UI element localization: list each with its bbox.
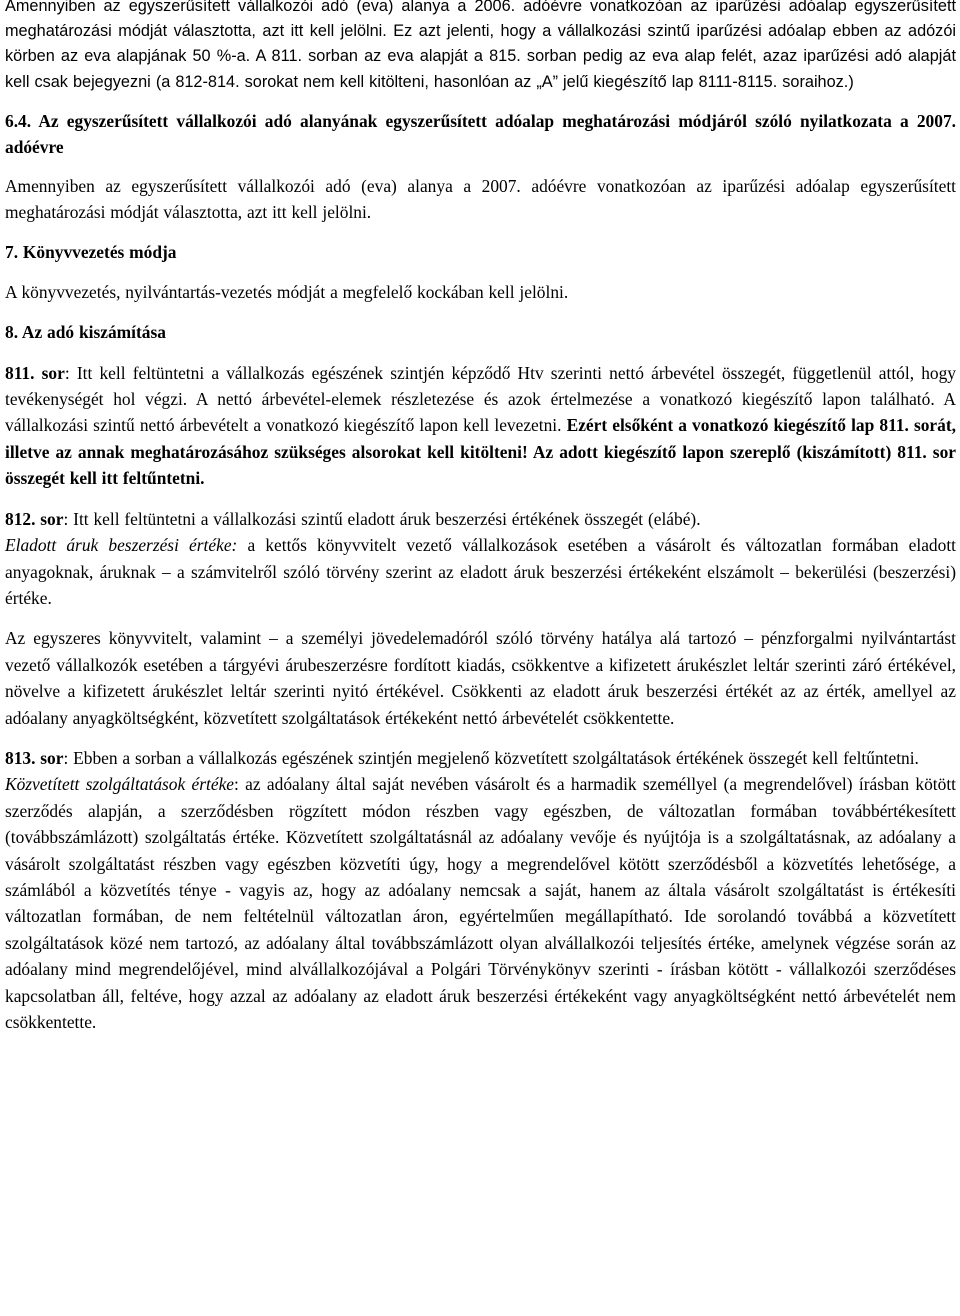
row-813-definition [5,771,956,1035]
section-7-heading [5,239,956,265]
section-7-heading-text: 7. Könyvvezetés módja [5,242,177,263]
single-entry-paragraph: Az egyszeres könyvvitelt, valamint – a személyi jövedelemadóról szóló törvény hatálya alá tartozó – pénzforgalmi nyilvántartást vezető vállalkozók esetében a tárgyévi árubeszerzésre fordított kiadás, csökkentve a kifizetett árukészlet leltár szerinti záró értékével, növelve a kifizetett árukészlet leltár szerinti nyitó értékével. Csökkenti az eladott áruk beszerzési értékét az az érték, amellyel az adóalany anyagköltségként, közvetített szolgáltatások értékeként nettó árbevételét csökkentette. [5,628,956,728]
row-812-paragraph [5,506,956,532]
row-811-bold-text: Ezért elsőként a vonatkozó kiegészítő lap 811. sorát, illetve az annak meghatározásához szükséges alsorokat kell kitölteni! Az adott kiegészítő lapon szereplő (kiszámított) 811. sor összegét kell itt feltűntetni. [5,415,956,489]
section-6-4-heading-text: 6.4. Az egyszerűsített vállalkozói adó alanyának egyszerűsített adóalap meghatározási módjáról szóló nyilatkozata a 2007. adóévre [5,110,956,158]
row-813-paragraph [5,745,956,771]
section-7-paragraph: A könyvvezetés, nyilvántartás-vezetés módját a megfelelő kockában kell jelölni. [5,281,569,302]
eva-2006-paragraph: Amennyiben az egyszerűsített vállalkozói adó (eva) alanya a 2006. adóévre vonatkozóan az iparűzési adóalap egyszerűsített meghatározási módját választotta, azt itt kell jelölni. Ez azt jelenti, hogy a vállalkozási szintű iparűzési adóalap ebben az adózói körben az eva alapjának 50 %-a. A 811. sorban az eva alapját a 815. sorban pedig az eva alap felét, azaz iparűzési adó alapját kell csak bejegyezni (a 812-814. sorokat nem kell kitölteni, hasonlóan az „A” jelű kiegészítő lap 8111-8115. soraihoz.) [5,0,956,91]
row-812-definition-text: a kettős könyvvitelt vezető vállalkozások esetében a vásárolt és változatlan formában eladott anyagoknak, áruknak – a számvitelről szóló törvény szerint az eladott áruk beszerzési értékeként elszámolt – bekerülési (beszerzési) értéke. [5,535,956,608]
section-8-heading-text: 8. Az adó kiszámítása [5,322,166,343]
row-813-label: 813. sor [5,747,64,768]
row-811-label: 811. sor [5,362,65,383]
section-6-4-heading [5,108,956,161]
row-812-definition-term: Eladott áruk beszerzési értéke: [5,535,238,556]
section-8-heading [5,319,956,345]
row-812-text: : Itt kell feltüntetni a vállalkozási szintű eladott áruk beszerzési értékének összegét (elábé). [63,508,701,529]
row-813-definition-term: Közvetített szolgáltatások értéke [5,774,235,795]
row-812-definition [5,532,956,611]
row-811-text: : Itt kell feltüntetni a vállalkozás egészének szintjén képződő Htv szerinti nettó árbevétel összegét, függetlenül attól, hogy tevékenységét hol végzi. A nettó árbevétel-elemek részletezése és azok értelmezése a vonatkozó kiegészítő lapon található. A vállalkozási szintű nettó árbevételt a vonatkozó kiegészítő lapon kell levezetni. [5,362,956,436]
section-6-4-paragraph: Amennyiben az egyszerűsített vállalkozói adó (eva) alanya a 2007. adóévre vonatkozóan az iparűzési adóalap egyszerűsített meghatározási módját választotta, azt itt kell jelölni. [5,175,956,223]
row-812-label: 812. sor [5,508,64,529]
row-813-definition-text: : az adóalany által saját nevében vásárolt és a harmadik személlyel (a megrendelővel) írásban kötött szerződés alapján, a szerződésben rögzített módon részben vagy egészben, de változatlan formában továbbértékesített (továbbszámlázott) szolgáltatás értéke. Közvetített szolgáltatásnál az adóalany vevője és nyújtója is a szolgáltatásnak, az adóalany a vásárolt szolgáltatást részben vagy egészben közvetíti úgy, hogy a megrendelővel kötött szerződésből a közvetítés lehetősége, a számlából a közvetítés ténye - vagyis az, hogy az adóalany nemcsak a saját, hanem az általa vásárolt szolgáltatást is értékesíti változatlan formában, de nem feltételnül változatlan áron, egyértelműen megállapítható. Ide sorolandó továbbá a közvetített szolgáltatások közé nem tartozó, az adóalany által továbbszámlázott olyan alvállalkozói teljesítés értéke, amelynek végzése során az adóalany mind megrendelőjével, mind alvállalkozójával a Polgári Törvénykönyv szerinti - írásban kötött - vállalkozói szerződéses kapcsolatban áll, feltéve, hogy azzal az adóalany az eladott áruk beszerzési értékeként vagy anyagköltségként nettó árbevételét nem csökkentette. [5,774,956,1032]
row-813-text: : Ebben a sorban a vállalkozás egészének szintjén megjelenő közvetített szolgáltatások értékének összegét kell feltűntetni. [63,747,919,768]
row-811-paragraph [5,360,956,492]
